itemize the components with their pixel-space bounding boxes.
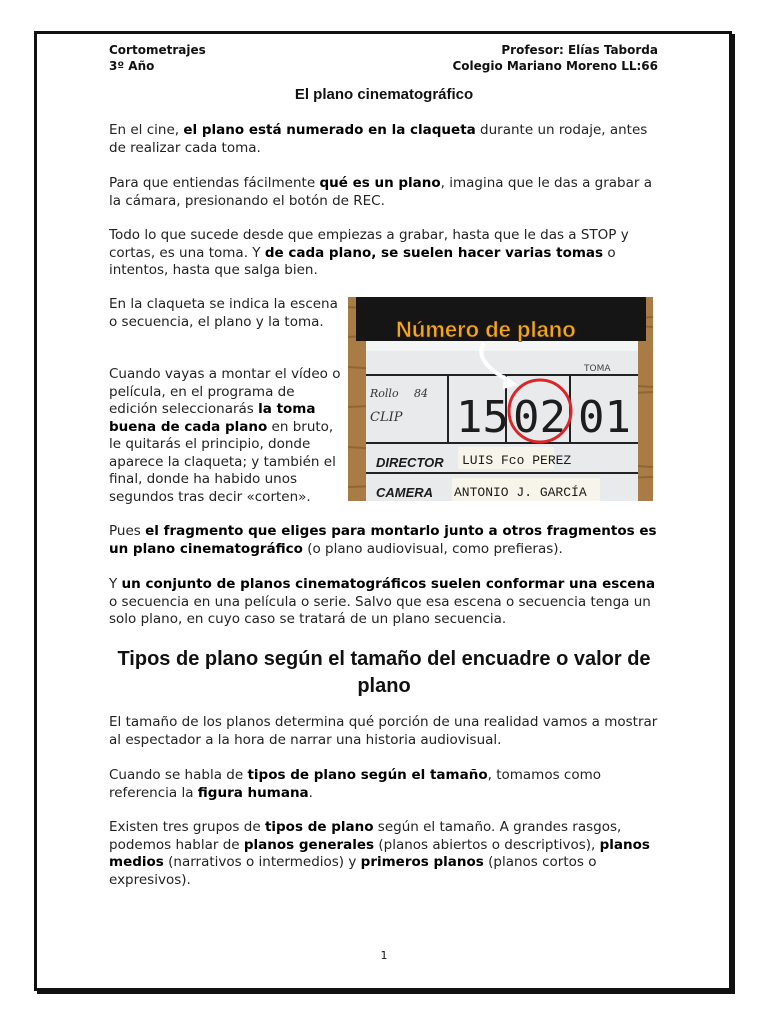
take-number: 01 (578, 392, 631, 443)
camera-label: CAMERA (376, 485, 434, 500)
bold-text: tipos de plano según el tamaño (247, 767, 488, 783)
bold-text: tipos de plano (264, 819, 374, 835)
text: Existen tres grupos de (109, 819, 265, 835)
bold-text: planos generales (243, 836, 375, 853)
clapper-caption: Número de plano (396, 317, 576, 342)
text: El tamaño de los planos determina qué porción de una realidad vamos a mostrar al espectador a la hora de narrar una historia audiovisual. (109, 714, 658, 748)
director-value: LUIS Fco PEREZ (462, 453, 572, 468)
section-heading: Tipos de plano según el tamaño del encuadre o valor de plano (117, 648, 651, 697)
text: , imagina que le das a grabar a la cámara, presionando el botón de REC. (109, 175, 653, 209)
text: (o plano audiovisual, como prefieras). (302, 540, 563, 557)
bold-text: planos medios (109, 836, 650, 870)
text: o secuencia en una película o serie. Salvo que esa escena o secuencia tenga un solo plano, en cuyo caso se tratará de un plano secuencia. (109, 593, 651, 627)
text: Todo lo que sucede desde que empiezas a grabar, hasta que le das a STOP y cortas, es una toma. Y (109, 227, 629, 261)
text: Pues (109, 523, 146, 539)
document-title: El plano cinematográfico (294, 86, 474, 103)
text: Cuando se habla de (109, 767, 248, 783)
bold-text: el plano está numerado en la claqueta (183, 122, 476, 138)
paragraph-3 (109, 227, 661, 280)
text: (narrativos o intermedios) y (163, 854, 361, 870)
text: durante un rodaje, antes de realizar cada toma. (109, 122, 648, 156)
bold-text: un conjunto de planos cinematográficos suelen conformar una escena (121, 576, 656, 592)
bold-text: de cada plano, se suelen hacer varias tomas (264, 244, 604, 261)
text: Y (109, 576, 122, 592)
bold-text: primeros planos (360, 854, 484, 870)
text: . (308, 784, 313, 801)
course-year: 3º Año (109, 59, 155, 73)
paragraph-7 (109, 576, 661, 629)
page-number: 1 (380, 949, 388, 962)
director-label: DIRECTOR (376, 455, 444, 470)
paragraph-5 (109, 366, 341, 506)
bold-text: la toma buena de cada plano (109, 401, 316, 435)
header-right (452, 42, 658, 74)
paragraph-2 (109, 175, 661, 210)
bold-text: qué es un plano (319, 175, 441, 191)
text: según el tamaño. A grandes rasgos, podemos hablar de (109, 819, 622, 853)
paragraph-6 (109, 523, 661, 558)
text: en bruto, le quitarás el principio, donde aparece la claqueta; y también el final, donde ha habido unos segundos tras decir «corten». (109, 418, 336, 505)
text: Para que entiendas fácilmente (109, 175, 320, 191)
rollo-label: Rollo (370, 387, 399, 400)
clip-label: CLIP (370, 410, 403, 425)
rollo-value: 84 (414, 387, 428, 400)
text: (planos abiertos o descriptivos), (374, 836, 600, 853)
text: (planos cortos o expresivos). (109, 854, 597, 888)
camera-value: ANTONIO J. GARCÍA (454, 485, 587, 500)
paragraph-9 (109, 767, 661, 802)
school-name: Colegio Mariano Moreno LL:66 (452, 59, 658, 73)
scene-number: 15 (456, 392, 509, 443)
paragraph-1 (109, 122, 661, 157)
text: , tomamos como referencia la (109, 767, 601, 801)
text: En el cine, (109, 122, 184, 138)
bold-text: figura humana (197, 784, 309, 801)
paragraph-4 (109, 296, 341, 331)
clapperboard-photo (348, 297, 653, 501)
plane-number: 02 (513, 392, 566, 443)
paragraph-10 (109, 819, 661, 889)
text: Cuando vayas a montar el vídeo o película, en el programa de edición seleccionarás (109, 366, 341, 417)
course-name: Cortometrajes (109, 43, 206, 57)
text: o intentos, hasta que salga bien. (109, 244, 616, 278)
bold-text: el fragmento que eliges para montarlo junto a otros fragmentos es un plano cinematográfico (109, 523, 657, 557)
teacher-name: Profesor: Elías Taborda (501, 43, 658, 57)
paragraph-8 (109, 714, 661, 749)
header-left (109, 42, 206, 74)
toma-label: TOMA (584, 364, 611, 374)
text: En la claqueta se indica la escena o secuencia, el plano y la toma. (109, 296, 338, 330)
